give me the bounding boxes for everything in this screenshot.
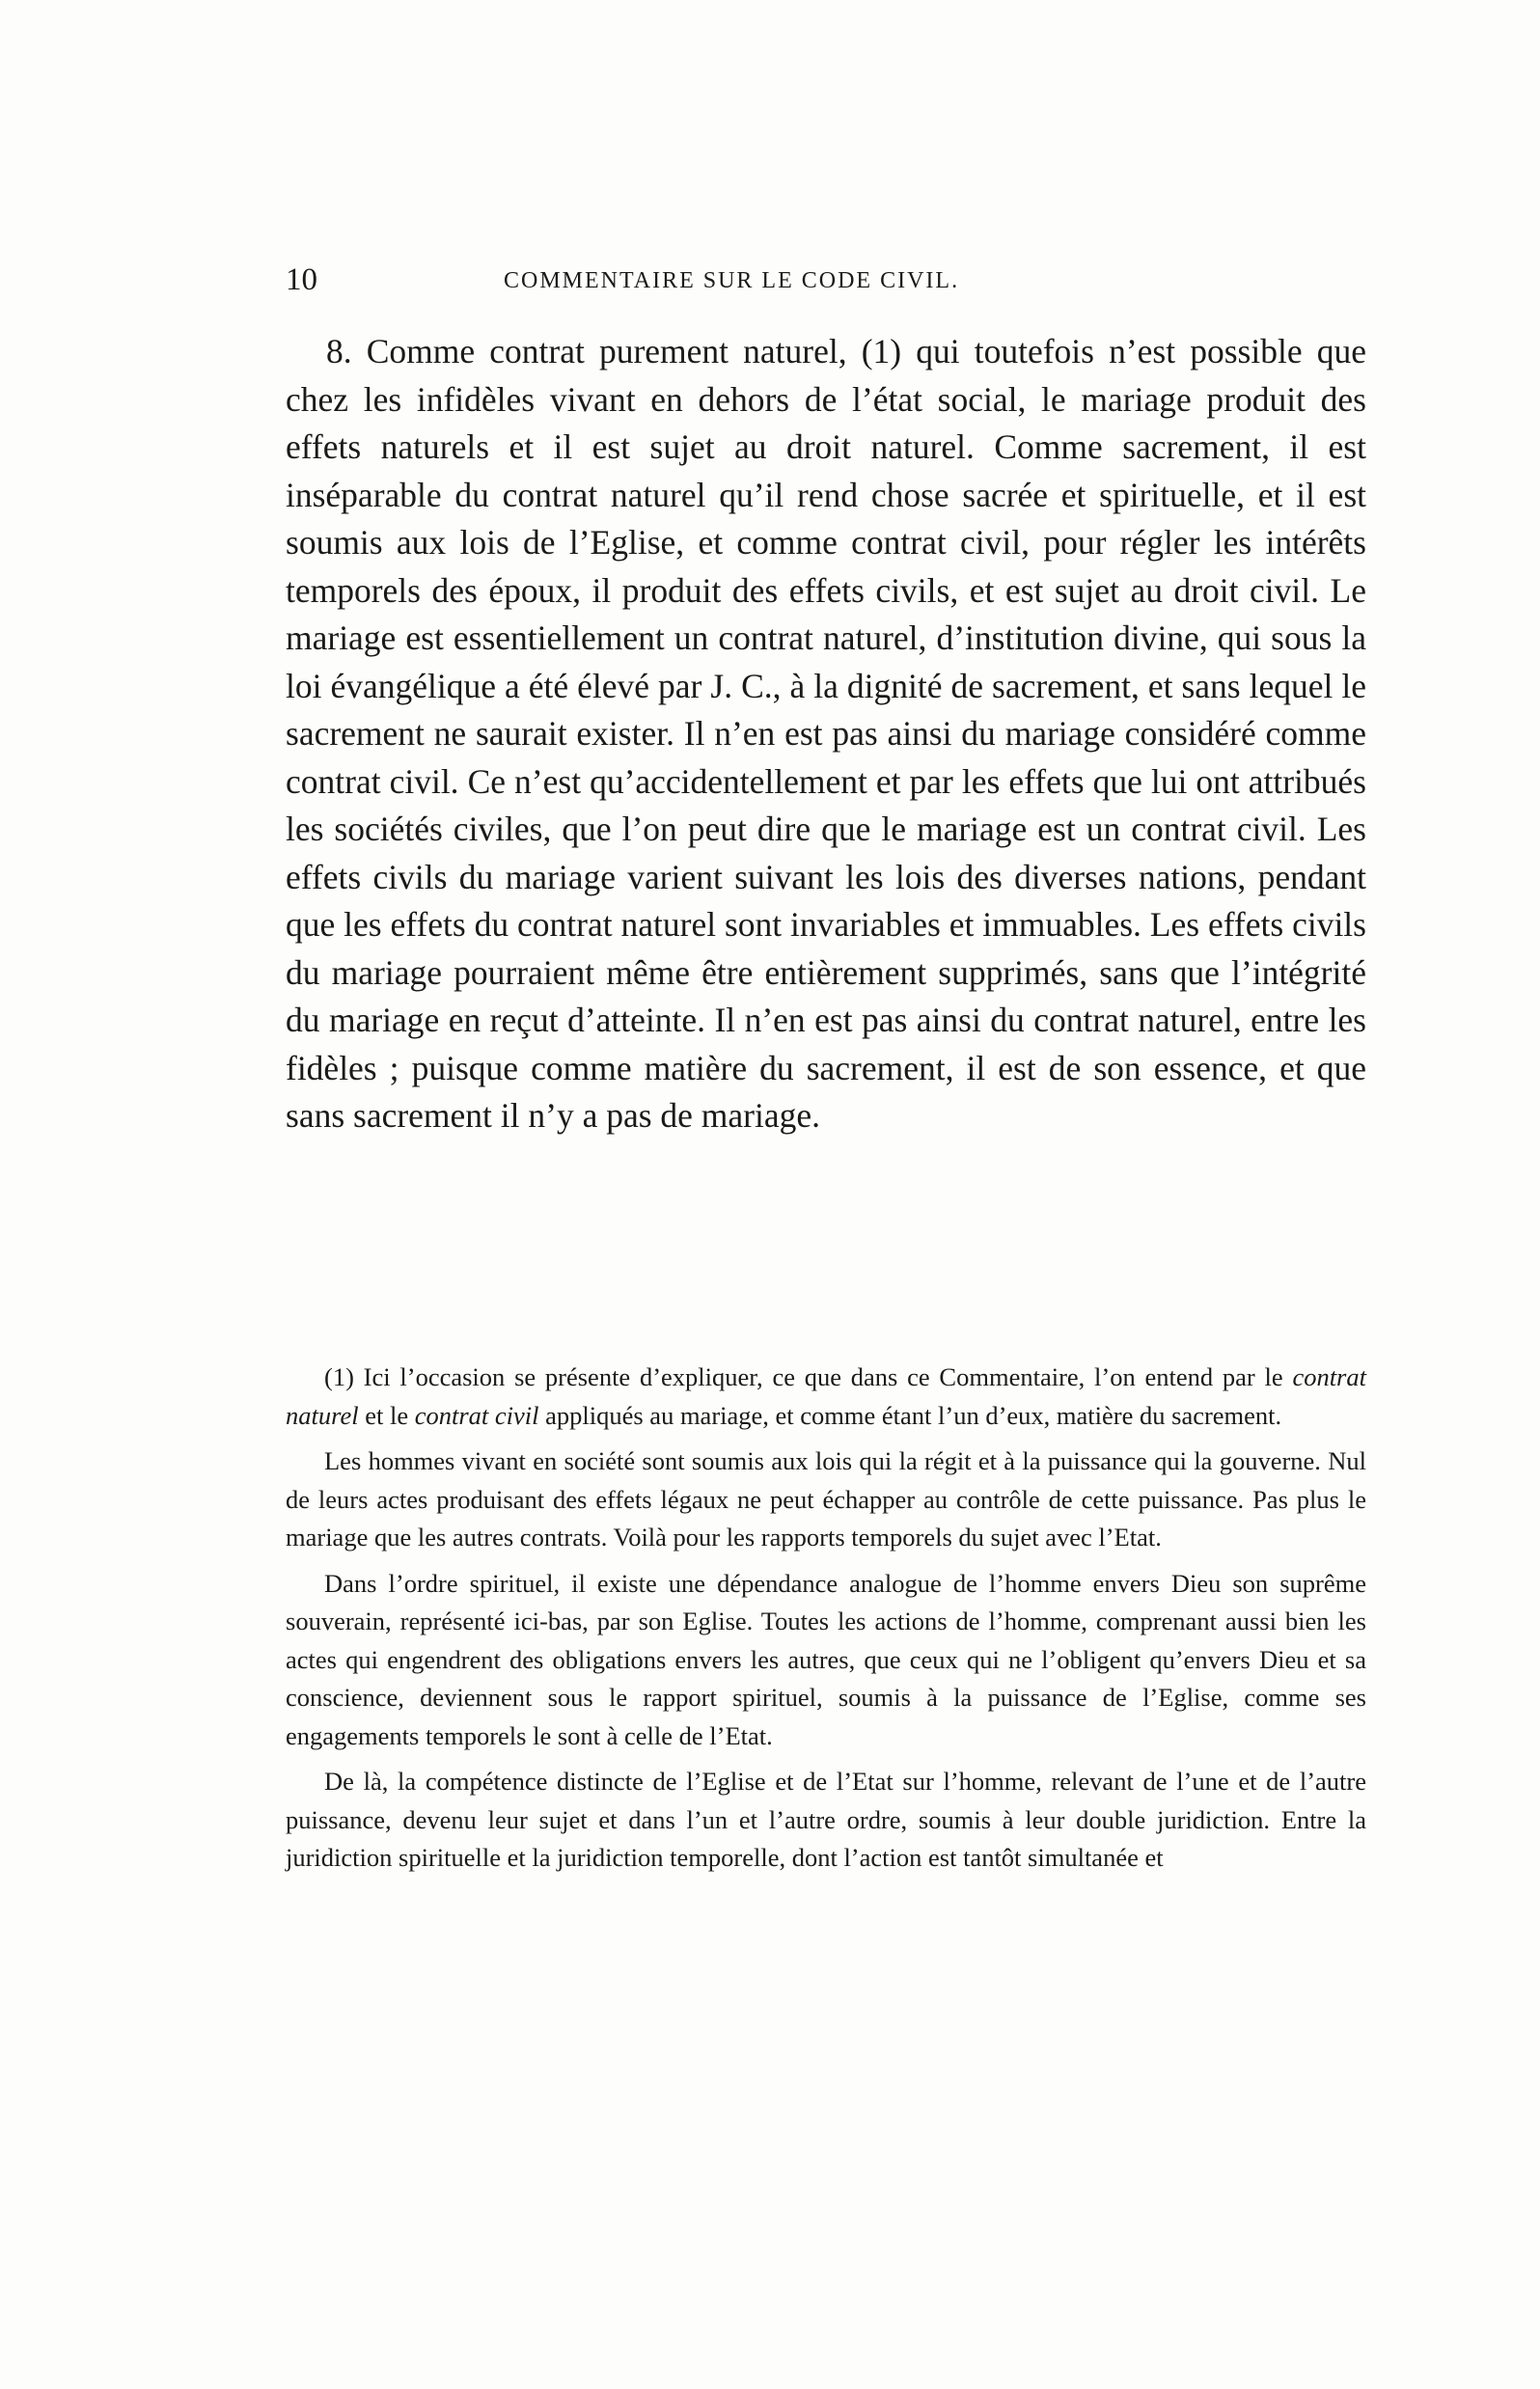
page-header bbox=[286, 262, 1376, 301]
running-title: COMMENTAIRE SUR LE CODE CIVIL. bbox=[504, 268, 960, 293]
footnote-paragraph-3: Dans l’ordre spirituel, il existe une dépendance analogue de l’homme envers Dieu son suprême souverain, représenté ici-bas, par son Eglise. Toutes les actions de l’homme, comprenant aussi bien les actes qui engendrent des obligations envers les autres, que ceux qui ne l’obligent qu’envers Dieu et sa conscience, deviennent sous le rapport spirituel, soumis à la puissance de l’Eglise, comme ses engagements temporels le sont à celle de l’Etat. bbox=[286, 1568, 1366, 1750]
footnote bbox=[286, 1359, 1366, 1885]
main-paragraph: 8. Comme contrat purement naturel, (1) qui toutefois n’est possible que chez les infidèles vivant en dehors de l’état social, le mariage produit des effets naturels et il est sujet au droit naturel. Comme sacrement, il est inséparable du contrat naturel qu’il rend chose sacrée et spirituelle, et il est soumis aux lois de l’Eglise, et comme contrat civil, pour régler les intérêts temporels des époux, il produit des effets civils, et est sujet au droit civil. Le mariage est essentiellement un contrat naturel, d’institution divine, qui sous la loi évangélique a été élevé par J. C., à la dignité de sacrement, et sans lequel le sacrement ne saurait exister. Il n’en est pas ainsi du mariage considéré comme contrat civil. Ce n’est qu’accidentellement et par les effets que lui ont attribués les sociétés civiles, que l’on peut dire que le mariage est un contrat civil. Les effets civils du mariage varient suivant les lois des diverses nations, pendant que les effets du contrat naturel sont invariables et immuables. Les effets civils du mariage pourraient même être entièrement supprimés, sans que l’intégrité du mariage en reçut d’atteinte. Il n’en est pas ainsi du contrat naturel, entre les fidèles ; puisque comme matière du sacrement, il est de son essence, et que sans sacrement il n’y a pas de mariage. bbox=[286, 332, 1366, 1135]
footnote-paragraph-1 bbox=[286, 1359, 1366, 1435]
footnote-text-middle: et le bbox=[358, 1400, 415, 1430]
footnote-paragraph-2: Les hommes vivant en société sont soumis aux lois qui la régit et à la puissance qui la gouverne. Nul de leurs actes produisant des effets légaux ne peut échapper au contrôle de cette puissance. Pas plus le mariage que les autres contrats. Voilà pour les rapports temporels du sujet avec l’Etat. bbox=[286, 1446, 1366, 1551]
footnote-text-after: appliqués au mariage, et comme étant l’un d’eux, matière du sacrement. bbox=[538, 1400, 1282, 1430]
page-number: 10 bbox=[286, 262, 317, 297]
footnote-paragraph-4: De là, la compétence distincte de l’Eglise et de l’Etat sur l’homme, relevant de l’une et de l’autre puissance, devenu leur sujet et dans l’un et l’autre ordre, soumis à leur double juridiction. Entre la juridiction spirituelle et la juridiction temporelle, dont l’action est tantôt simultanée et bbox=[286, 1767, 1366, 1872]
footnote-term-contrat-civil: contrat civil bbox=[414, 1400, 539, 1430]
footnote-term-contrat-naturel: contrat naturel bbox=[286, 1362, 1366, 1430]
footnote-text-before: (1) Ici l’occasion se présente d’expliquer, ce que dans ce Commentaire, l’on entend par le bbox=[324, 1362, 1293, 1391]
